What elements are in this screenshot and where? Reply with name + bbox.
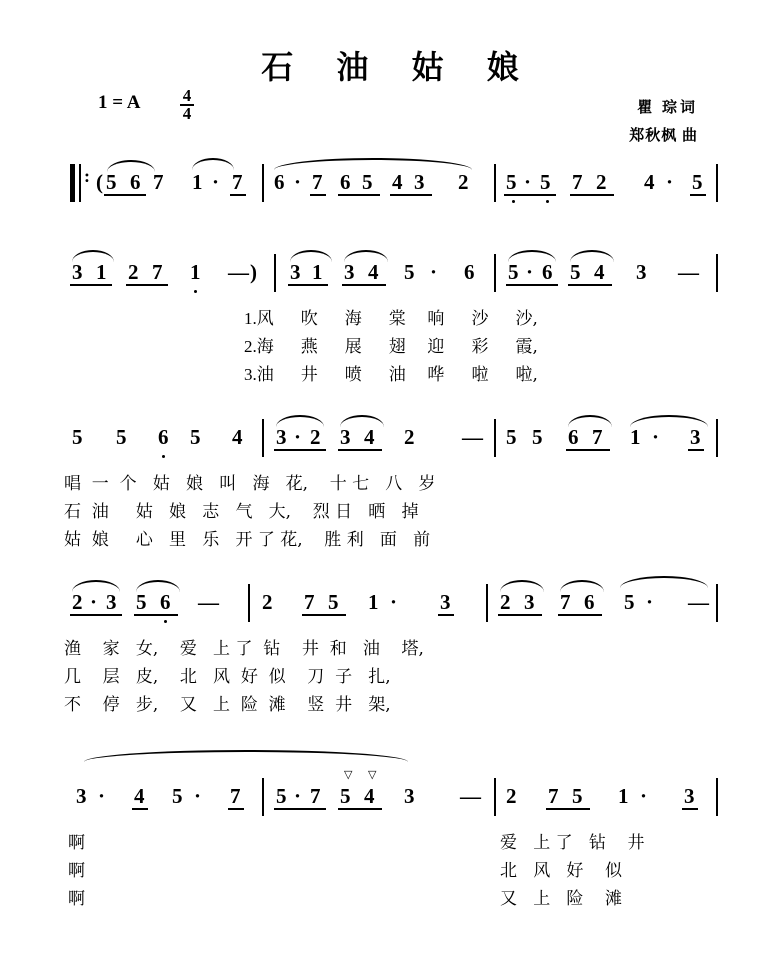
s5-note-5c: 5	[340, 784, 351, 808]
s3-note-6: 6	[158, 425, 169, 449]
note-7d: 7	[572, 170, 583, 194]
music-system-1	[0, 160, 780, 200]
s5-accent-1: ▽	[344, 769, 353, 781]
s3-note-5c: 5	[190, 425, 201, 449]
lyric-line-5	[64, 497, 419, 522]
s4-beam-2	[134, 614, 178, 616]
s2-note-3c: 3	[344, 260, 355, 284]
s3-beam-3	[566, 449, 610, 451]
beam-1	[104, 194, 146, 196]
s4-beam-6	[558, 614, 602, 616]
s5-note-4b: 4	[364, 784, 375, 808]
s2-beam-2	[126, 284, 168, 286]
s5-dot-2: ·	[194, 784, 202, 808]
s5-barline-3	[716, 778, 718, 816]
time-signature	[176, 88, 198, 121]
s4-note-5b: 5	[328, 590, 339, 614]
note-5b: 5	[362, 170, 373, 194]
lyric-line-1	[244, 304, 538, 329]
note-7c: 7	[312, 170, 323, 194]
s4-note-7b: 7	[560, 590, 571, 614]
lyric-line-11	[68, 856, 85, 881]
lyric-text-2: 海 燕 展 翅 迎 彩 霞,	[256, 337, 538, 357]
beam-5	[390, 194, 432, 196]
lyric-text-10: 啊	[68, 833, 85, 853]
beam-6	[504, 194, 556, 196]
s5-note-1: 1	[618, 784, 629, 808]
s2-note-6b: 6	[542, 260, 553, 284]
s5-note-7c: 7	[548, 784, 559, 808]
s2-note-6: 6	[464, 260, 475, 284]
s4-note-5: 5	[136, 590, 147, 614]
s2-dash-2: —	[678, 260, 699, 284]
s3-note-5d: 5	[506, 425, 517, 449]
s2-note-7: 7	[152, 260, 163, 284]
s2-note-1: 1	[96, 260, 107, 284]
s4-note-6: 6	[160, 590, 171, 614]
credit-composer: 郑秋枫 曲	[629, 128, 698, 144]
lyric-text-12: 啊	[68, 889, 85, 909]
s3-note-4b: 4	[364, 425, 375, 449]
lyric-text-12b: 又 上 险 滩	[500, 889, 623, 909]
note-5d: 5	[540, 170, 551, 194]
s2-beam-5	[506, 284, 558, 286]
note-paren-open: (	[96, 170, 103, 194]
s3-note-5: 5	[72, 425, 83, 449]
meter-numerator: 4	[182, 86, 192, 105]
credit-lyricist: 瞿 琮词	[637, 100, 698, 116]
lyric-line-10	[68, 828, 85, 853]
note-5c: 5	[506, 170, 517, 194]
lyric-text-10b: 爱 上 了 钻 井	[500, 833, 645, 853]
slur-17	[620, 576, 708, 588]
s2-note-3d: 3	[636, 260, 647, 284]
note-2b: 2	[596, 170, 607, 194]
s5-note-2: 2	[506, 784, 517, 808]
s4-dot-2: ·	[390, 590, 398, 614]
s5-note-3c: 3	[684, 784, 695, 808]
s2-note-2: 2	[128, 260, 139, 284]
s2-note-1c: 1	[312, 260, 323, 284]
beam-4	[338, 194, 380, 196]
beam-7	[570, 194, 614, 196]
music-system-2	[0, 250, 780, 385]
s5-dot-1: ·	[98, 784, 106, 808]
lyric-text-3: 油 井 喷 油 哗 啦 啦,	[256, 365, 538, 385]
s2-barline-1	[274, 254, 276, 292]
s2-beam-3	[288, 284, 328, 286]
lyric-text-8: 几 层 皮, 北 风 好 似 刀 子 扎,	[64, 667, 391, 687]
octave-dot-1	[512, 200, 515, 203]
note-7: 7	[153, 170, 164, 194]
lyric-text-1: 风 吹 海 棠 响 沙 沙,	[256, 309, 538, 329]
s4-beam-5	[498, 614, 542, 616]
s2-beam-6	[568, 284, 612, 286]
s3-note-2b: 2	[404, 425, 415, 449]
barline-2	[494, 164, 496, 202]
s4-octave-dot-1	[164, 620, 167, 623]
s2-note-5c: 5	[570, 260, 581, 284]
s3-note-3: 3	[276, 425, 287, 449]
s5-beam-1	[132, 808, 148, 810]
lyric-text-9: 不 停 步, 又 上 险 滩 竖 井 架,	[64, 695, 391, 715]
lyric-line-10b	[500, 828, 644, 853]
s5-note-3b: 3	[404, 784, 415, 808]
lyric-line-8	[64, 662, 391, 687]
note-dot-3: ·	[524, 170, 532, 194]
lyric-text-6: 姑 娘 心 里 乐 开 了 花, 胜 利 面 前	[64, 530, 431, 550]
s5-dot-3: ·	[294, 784, 302, 808]
s5-dash-1: —	[460, 784, 481, 808]
s5-note-4: 4	[134, 784, 145, 808]
verse-number-2: 2.	[244, 337, 257, 356]
note-1: 1	[192, 170, 203, 194]
verse-number-3: 3.	[244, 365, 257, 384]
lyric-line-11b	[500, 856, 622, 881]
s3-beam-2	[338, 449, 382, 451]
s2-barline-3	[716, 254, 718, 292]
music-system-4	[0, 580, 780, 715]
s4-beam-4	[438, 614, 454, 616]
s2-octave-dot	[194, 290, 197, 293]
s2-dash: —	[228, 260, 249, 284]
s3-barline-2	[494, 419, 496, 457]
barline-1	[262, 164, 264, 202]
s4-beam-1	[70, 614, 122, 616]
s2-note-3: 3	[72, 260, 83, 284]
note-dot-2: ·	[294, 170, 302, 194]
s5-note-7b: 7	[310, 784, 321, 808]
lyric-line-4	[64, 469, 436, 494]
note-dot-1: ·	[212, 170, 220, 194]
key-signature: 1 = A	[98, 92, 141, 113]
repeat-start-thin	[79, 164, 81, 202]
note-dot-4: ·	[666, 170, 674, 194]
note-4b: 4	[644, 170, 655, 194]
s4-beam-3	[302, 614, 346, 616]
lyric-line-12b	[500, 884, 622, 909]
s3-octave-dot-1	[162, 455, 165, 458]
s2-note-4b: 4	[594, 260, 605, 284]
note-6: 6	[130, 170, 141, 194]
meter-denominator: 4	[180, 104, 194, 121]
s4-note-2c: 2	[500, 590, 511, 614]
s4-dot-3: ·	[646, 590, 654, 614]
lyric-text-11b: 北 风 好 似	[500, 861, 623, 881]
music-system-5	[0, 750, 780, 909]
lyric-line-6	[64, 525, 430, 550]
s3-dot-2: ·	[652, 425, 660, 449]
s5-note-5: 5	[172, 784, 183, 808]
s3-dot-1: ·	[294, 425, 302, 449]
s2-barline-2	[494, 254, 496, 292]
note-5e: 5	[692, 170, 703, 194]
s3-note-3c: 3	[690, 425, 701, 449]
lyric-line-7	[64, 634, 424, 659]
note-5: 5	[106, 170, 117, 194]
s3-note-7: 7	[592, 425, 603, 449]
s3-note-3b: 3	[340, 425, 351, 449]
note-6d: 6	[340, 170, 351, 194]
s5-beam-6	[682, 808, 698, 810]
s5-barline-2	[494, 778, 496, 816]
slur-18	[84, 750, 408, 762]
s4-dot-1: ·	[90, 590, 98, 614]
s2-dot-1: ·	[430, 260, 438, 284]
s5-note-7: 7	[230, 784, 241, 808]
repeat-dots: :	[84, 166, 90, 186]
s5-accent-2: ▽	[368, 769, 377, 781]
note-4: 4	[392, 170, 403, 194]
s3-barline-1	[262, 419, 264, 457]
s2-paren-close: )	[250, 260, 257, 284]
s2-note-5: 5	[404, 260, 415, 284]
s2-note-4: 4	[368, 260, 379, 284]
s4-note-7: 7	[304, 590, 315, 614]
s3-note-5e: 5	[532, 425, 543, 449]
s2-note-1b: 1	[190, 260, 201, 284]
s2-dot-2: ·	[526, 260, 534, 284]
s5-beam-3	[274, 808, 326, 810]
lyric-line-9	[64, 690, 391, 715]
s4-dash-1: —	[198, 590, 219, 614]
s3-note-4: 4	[232, 425, 243, 449]
s5-note-5d: 5	[572, 784, 583, 808]
verse-number-1: 1.	[244, 309, 257, 328]
s2-beam-4	[342, 284, 386, 286]
s4-note-1: 1	[368, 590, 379, 614]
s5-dot-4: ·	[640, 784, 648, 808]
lyric-text-7: 渔 家 女, 爱 上 了 钻 井 和 油 塔,	[64, 639, 424, 659]
s3-dash-1: —	[462, 425, 483, 449]
s3-note-1: 1	[630, 425, 641, 449]
s4-note-3c: 3	[524, 590, 535, 614]
note-6c: 6	[274, 170, 285, 194]
s4-note-2b: 2	[262, 590, 273, 614]
lyric-line-3	[244, 360, 538, 385]
s2-note-3b: 3	[290, 260, 301, 284]
s3-barline-3	[716, 419, 718, 457]
s4-note-2: 2	[72, 590, 83, 614]
s5-note-5b: 5	[276, 784, 287, 808]
note-2: 2	[458, 170, 469, 194]
s3-beam-1	[274, 449, 326, 451]
music-system-3	[0, 415, 780, 550]
lyric-line-2	[244, 332, 538, 357]
s5-beam-4	[338, 808, 382, 810]
beam-8	[690, 194, 706, 196]
page-title: 石 油 姑 娘	[261, 48, 535, 86]
s2-note-5b: 5	[508, 260, 519, 284]
beam-3	[310, 194, 326, 196]
s4-note-3b: 3	[440, 590, 451, 614]
s4-dash-2: —	[688, 590, 709, 614]
s2-beam-1	[70, 284, 112, 286]
beam-2	[230, 194, 246, 196]
octave-dot-2	[546, 200, 549, 203]
s4-note-6b: 6	[584, 590, 595, 614]
s5-beam-2	[228, 808, 244, 810]
s4-barline-3	[716, 584, 718, 622]
note-7b: 7	[232, 170, 243, 194]
s3-note-2: 2	[310, 425, 321, 449]
lyric-text-5: 石 油 姑 娘 志 气 大, 烈 日 晒 掉	[64, 502, 419, 522]
s5-beam-5	[546, 808, 590, 810]
slur-3	[274, 158, 472, 170]
s3-note-5b: 5	[116, 425, 127, 449]
note-3: 3	[414, 170, 425, 194]
s5-barline-1	[262, 778, 264, 816]
repeat-start-bar	[70, 164, 75, 202]
lyric-text-4: 唱 一 个 姑 娘 叫 海 花, 十 七 八 岁	[64, 474, 436, 494]
slur-2	[192, 158, 234, 170]
s4-barline-2	[486, 584, 488, 622]
s4-note-5c: 5	[624, 590, 635, 614]
s4-note-3: 3	[106, 590, 117, 614]
lyric-line-12	[68, 884, 85, 909]
lyric-text-11: 啊	[68, 861, 85, 881]
s5-note-3: 3	[76, 784, 87, 808]
s4-barline-1	[248, 584, 250, 622]
s3-beam-4	[688, 449, 704, 451]
barline-3	[716, 164, 718, 202]
s3-note-6b: 6	[568, 425, 579, 449]
